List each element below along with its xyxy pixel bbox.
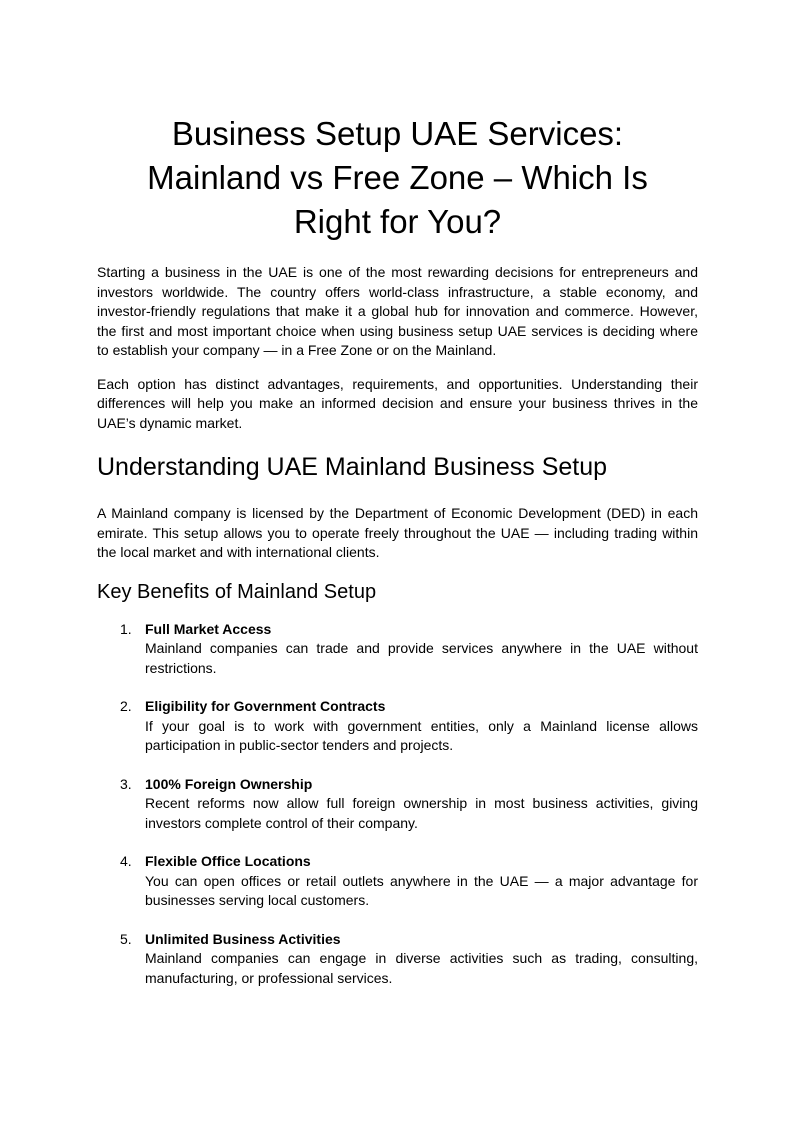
list-item-number: 3. — [120, 775, 132, 792]
mainland-paragraph: A Mainland company is licensed by the Department of Economic Development (DED) in each emirate. This setup allows you to operate freely throughout the UAE — including trading within the local market and with international clients. — [97, 505, 698, 560]
intro-paragraph-1: Starting a business in the UAE is one of the most rewarding decisions for entrepreneurs and investors worldwide. The country offers world-class infrastructure, a stable economy, and investor-friendly regulations that make it a global hub for innovation and commerce. However, the first and most important choice when using business setup UAE services is deciding where to establish your company — in a Free Zone or on the Mainland. — [97, 264, 698, 358]
list-item — [97, 930, 698, 989]
benefits-subheading: Key Benefits of Mainland Setup — [97, 580, 377, 603]
list-item — [97, 620, 698, 679]
list-item-title: Unlimited Business Activities — [145, 930, 341, 947]
list-item-number: 1. — [120, 620, 132, 637]
benefits-list — [97, 620, 698, 989]
list-item — [97, 852, 698, 911]
document-title: Business Setup UAE Services: Mainland vs Free Zone – Which Is Right for You? — [147, 115, 648, 240]
list-item-number: 2. — [120, 698, 132, 714]
list-item-text: Mainland companies can engage in diverse activities such as trading, consulting, manufacturing, or professional services. — [145, 950, 698, 986]
list-item-text: Recent reforms now allow full foreign ownership in most business activities, giving investors complete control of their company. — [145, 795, 698, 831]
mainland-section-heading: Understanding UAE Mainland Business Setup — [97, 453, 608, 481]
list-item-number: 5. — [120, 930, 132, 947]
list-item-text: If your goal is to work with government entities, only a Mainland license allows participation in public-sector tenders and projects. — [145, 717, 698, 753]
list-item-title: 100% Foreign Ownership — [145, 775, 313, 792]
list-item-text: You can open offices or retail outlets anywhere in the UAE — a major advantage for businesses serving local customers. — [145, 872, 698, 908]
list-item — [97, 697, 698, 756]
list-item-title: Flexible Office Locations — [145, 853, 311, 869]
list-item-text: Mainland companies can trade and provide services anywhere in the UAE without restrictions. — [145, 640, 698, 676]
list-item — [97, 775, 698, 834]
list-item-number: 4. — [120, 853, 132, 869]
intro-paragraph-2: Each option has distinct advantages, requirements, and opportunities. Understanding their differences will help you make an informed decision and ensure your business thrives in the UAE’s dynamic market. — [97, 375, 698, 431]
list-item-title: Full Market Access — [145, 620, 272, 637]
list-item-title: Eligibility for Government Contracts — [145, 698, 386, 714]
